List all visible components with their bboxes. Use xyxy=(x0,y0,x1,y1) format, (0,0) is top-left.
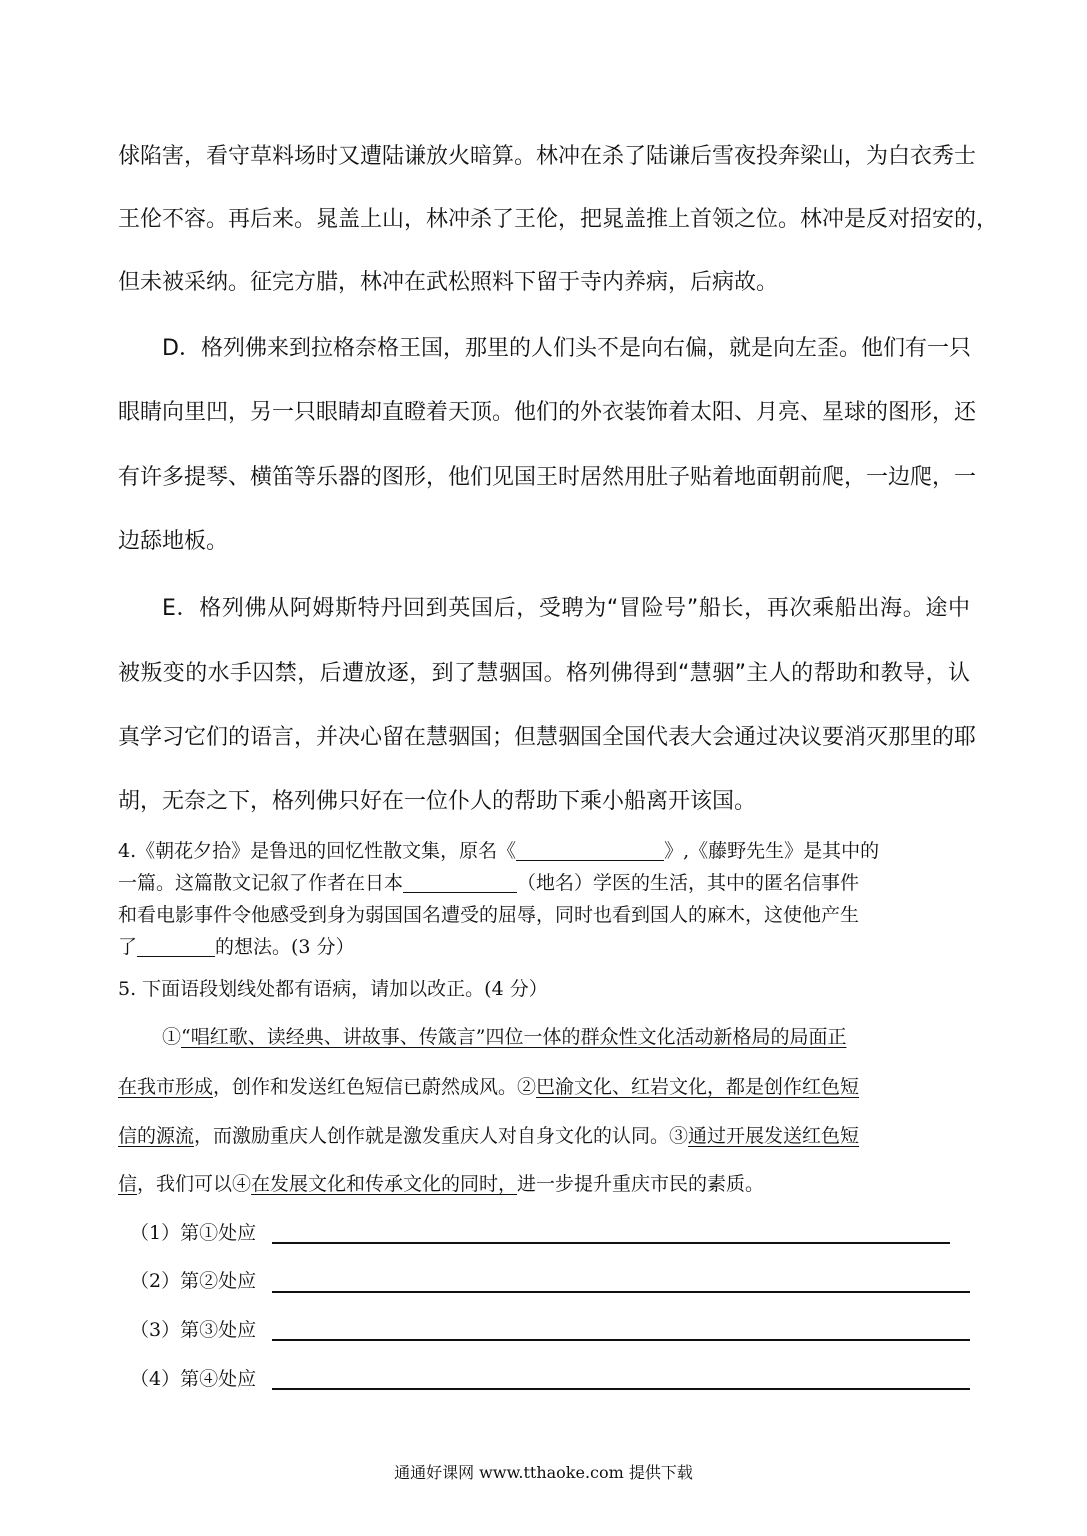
q5-underlined-3: 通过开展发送红色短 xyxy=(688,1125,860,1147)
q5-underlined-3-cont: 信 xyxy=(118,1173,138,1195)
q4-line-3: 和看电影事件令他感受到身为弱国国名遭受的屈辱，同时也看到国人的麻木，这使他产生 xyxy=(118,904,860,926)
q4-text: 了 xyxy=(118,936,138,958)
q5-para-line-4 xyxy=(118,1170,970,1198)
q4-text: 》,《藤野先生》是其中的 xyxy=(664,840,880,862)
q4-line-2 xyxy=(118,869,970,897)
passage-d-line-1: D．格列佛来到拉格奈格王国，那里的人们头不是向右偏，就是向左歪。他们有一只 xyxy=(162,336,971,361)
passage-e-line-4: 胡，无奈之下，格列佛只好在一位仆人的帮助下乘小船离开该国。 xyxy=(118,789,757,814)
q5-answer-label-2: （2）第②处应 xyxy=(130,1270,257,1292)
q5-answer-label-3: （3）第③处应 xyxy=(130,1319,257,1341)
q5-text: 进一步提升重庆市民的素质。 xyxy=(517,1173,765,1195)
q4-text: 4.《朝花夕拾》是鲁迅的回忆性散文集，原名《 xyxy=(118,840,517,862)
q4-blank-idea[interactable] xyxy=(137,934,215,957)
q5-underlined-1: “唱红歌、读经典、讲故事、传箴言”四位一体的群众性文化活动新格局的局面正 xyxy=(181,1026,847,1048)
q5-answer-line-2[interactable] xyxy=(272,1291,970,1293)
passage-d-line-4: 边舔地板。 xyxy=(118,529,229,554)
q5-underlined-4: 在发展文化和传承文化的同时， xyxy=(251,1173,518,1195)
q4-text: 的想法。(3 分） xyxy=(215,936,355,958)
q5-para-line-3 xyxy=(118,1122,970,1150)
q5-para-line-2 xyxy=(118,1073,970,1101)
q4-blank-original-title[interactable] xyxy=(516,838,664,861)
q5-answer-line-1[interactable] xyxy=(272,1242,950,1244)
q5-text: ，我们可以④ xyxy=(137,1173,252,1195)
q5-underlined-1-cont: 在我市形成 xyxy=(118,1076,214,1098)
passage-d-line-3: 有许多提琴、横笛等乐器的图形，他们见国王时居然用肚子贴着地面朝前爬，一边爬，一 xyxy=(118,465,977,490)
q5-para-line-1 xyxy=(162,1023,970,1051)
q4-text: （地名）学医的生活，其中的匿名信事件 xyxy=(517,872,860,894)
q5-underlined-2: 巴渝文化、红岩文化，都是创作红色短 xyxy=(536,1076,860,1098)
q5-answer-label-4: （4）第④处应 xyxy=(130,1368,257,1390)
passage-e-line-1: E．格列佛从阿姆斯特丹回到英国后，受聘为“冒险号”船长，再次乘船出海。途中 xyxy=(162,596,970,621)
q4-blank-place[interactable] xyxy=(403,870,517,893)
q5-text: ，创作和发送红色短信已蔚然成风。② xyxy=(213,1076,537,1098)
passage-e-line-2: 被叛变的水手囚禁，后遭放逐，到了慧骃国。格列佛得到“慧骃”主人的帮助和教导，认 xyxy=(118,661,970,686)
q4-text: 一篇。这篇散文记叙了作者在日本 xyxy=(118,872,404,894)
q5-mark-1: ① xyxy=(162,1026,182,1048)
q5-answer-line-3[interactable] xyxy=(272,1339,970,1341)
passage-c-line-2: 王伦不容。再后来。晁盖上山，林冲杀了王伦，把晁盖推上首领之位。林冲是反对招安的， xyxy=(118,207,999,232)
q5-answer-label-1: （1）第①处应 xyxy=(130,1222,257,1244)
passage-d-line-2: 眼睛向里凹，另一只眼睛却直瞪着天顶。他们的外衣装饰着太阳、月亮、星球的图形，还 xyxy=(118,400,977,425)
page-footer: 通通好课网 www.tthaoke.com 提供下载 xyxy=(394,1463,693,1482)
q4-line-4 xyxy=(118,933,970,961)
q5-text: ，而激励重庆人创作就是激发重庆人对自身文化的认同。③ xyxy=(194,1125,689,1147)
q5-underlined-2-cont: 信的源流 xyxy=(118,1125,195,1147)
q5-answer-line-4[interactable] xyxy=(272,1388,970,1390)
q5-title: 5. 下面语段划线处都有语病，请加以改正。(4 分） xyxy=(118,978,548,1000)
passage-c-line-3: 但未被采纳。征完方腊，林冲在武松照料下留于寺内养病，后病故。 xyxy=(118,270,779,295)
q4-line-1 xyxy=(118,837,970,865)
passage-c-line-1: 俅陷害，看守草料场时又遭陆谦放火暗算。林冲在杀了陆谦后雪夜投奔梁山，为白衣秀士 xyxy=(118,144,977,169)
passage-e-line-3: 真学习它们的语言，并决心留在慧骃国；但慧骃国全国代表大会通过决议要消灭那里的耶 xyxy=(118,725,977,750)
